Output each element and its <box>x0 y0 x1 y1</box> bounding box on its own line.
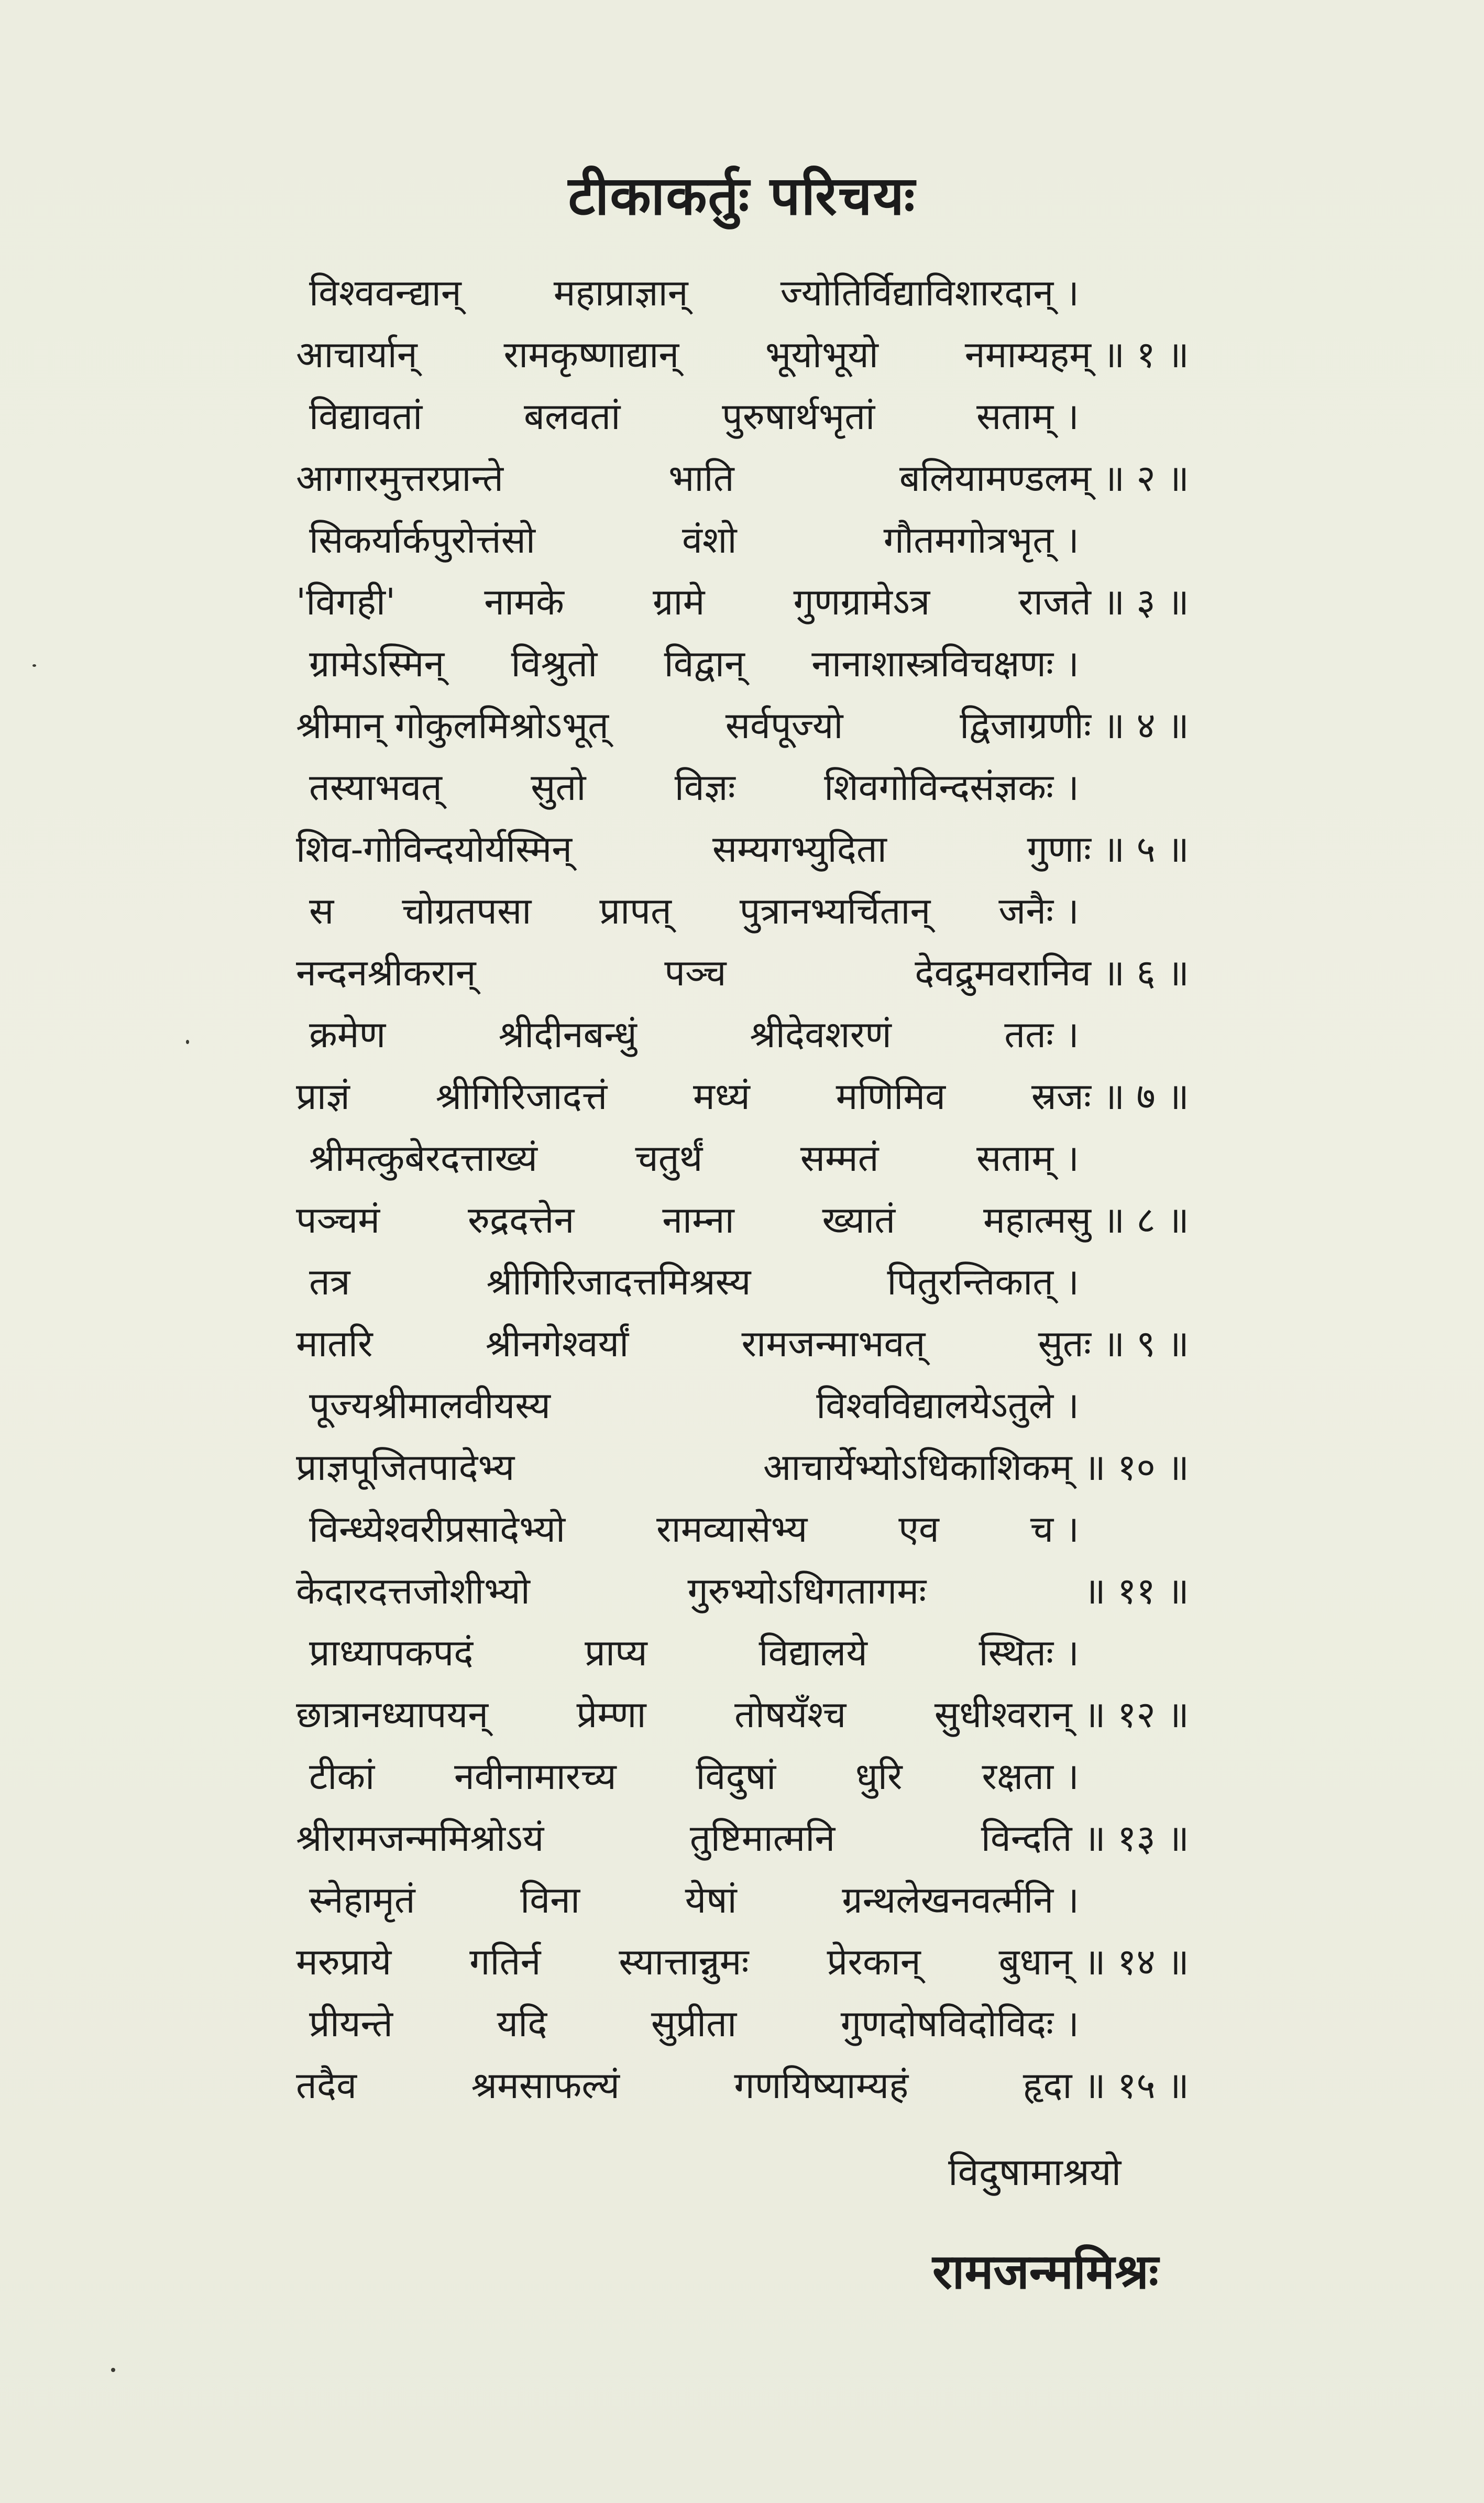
verse-word: एव <box>898 1508 939 1551</box>
verse-word: विज्ञः <box>674 766 735 809</box>
verse-word: विन्ध्येश्वरीप्रसादेभ्यो <box>309 1508 566 1551</box>
page-title: टीकाकर्तुः परिचयः <box>568 164 916 227</box>
verse-line <box>296 447 1189 509</box>
verse-word: श्रीमान् गोकुलमिश्रोऽभूत् <box>296 704 609 747</box>
verse-word: आगारमुत्तरप्रान्ते <box>296 457 503 500</box>
verse-word: रामव्यासेभ्य <box>656 1508 808 1551</box>
verse-word: द्विजाग्रणीः ॥ ४ ॥ <box>960 704 1189 747</box>
verse-line <box>296 1560 1189 1622</box>
paper-speck <box>32 664 36 667</box>
verse-word: यदि <box>497 2002 547 2045</box>
verse-word: विना <box>520 1879 580 1922</box>
verse-word: हृदा ॥ १५ ॥ <box>1023 2064 1189 2107</box>
verse-word: तोषयँश्च <box>734 1693 847 1736</box>
verse-word: जनैः । <box>998 890 1079 932</box>
verse-word: रक्षता । <box>982 1755 1079 1798</box>
verse-word: नन्दनश्रीकरान् <box>296 951 476 994</box>
verse-line <box>309 1127 1079 1189</box>
verse-word: विश्ववन्द्यान् <box>309 271 461 314</box>
verse-line <box>296 1313 1189 1375</box>
verse-word: च । <box>1030 1508 1079 1551</box>
verse-line <box>309 1498 1079 1560</box>
verse-line <box>309 262 1079 324</box>
verse-word: श्रीरामजन्ममिश्रोऽयं <box>296 1817 544 1860</box>
verse-word: गुणग्रामेऽत्र <box>793 580 930 623</box>
verse-word: बलियामण्डलम् ॥ २ ॥ <box>899 457 1189 500</box>
verse-line <box>309 1869 1079 1931</box>
verse-line <box>296 818 1189 880</box>
verse-word: नानाशास्त्रविचक्षणः । <box>811 642 1079 685</box>
verse-word: मरुप्राये <box>296 1940 392 1983</box>
verse-line <box>309 1004 1079 1066</box>
verse-word: रामकृष्णाद्यान् <box>503 333 679 376</box>
verse-word: तुष्टिमात्मनि <box>689 1817 836 1860</box>
verse-word: प्राध्यापकपदं <box>309 1631 474 1674</box>
verse-word: विद्वान् <box>664 642 745 685</box>
verse-word: चतुर्थं <box>635 1137 703 1180</box>
verse-word: श्रीदेवशरणं <box>750 1013 892 1056</box>
paper-speck <box>186 1040 189 1044</box>
verse-line <box>296 2055 1189 2116</box>
verse-word: सुधीश्वरान् ॥ १२ ॥ <box>934 1693 1189 1736</box>
verse-word: सताम् । <box>976 395 1079 438</box>
verse-word: 'विगही' <box>296 580 396 623</box>
verse-line <box>296 1807 1189 1869</box>
verse-line <box>296 1436 1189 1498</box>
verse-word: नाम्ना <box>662 1199 734 1242</box>
verse-word: सिकर्यार्कपुरोत्तंसो <box>309 519 536 562</box>
verse-word: विश्रुतो <box>511 642 598 685</box>
verse-line <box>296 1684 1189 1745</box>
paper-speck <box>111 2368 115 2372</box>
verse-word: रामजन्माभवत् <box>741 1322 926 1365</box>
verse-line <box>309 633 1079 695</box>
verse-word: गुरुभ्योऽधिगतागमः <box>687 1569 927 1612</box>
verse-word: श्रीगिरिजादत्तं <box>435 1075 608 1118</box>
verse-word: विद्यालये <box>759 1631 867 1674</box>
verse-word: श्रीदीनबन्धुं <box>498 1013 637 1056</box>
verse-line <box>309 1745 1079 1807</box>
verse-word: स्थितः । <box>979 1631 1079 1674</box>
verse-word: सुतः ॥ ९ ॥ <box>1038 1322 1189 1365</box>
verse-word: सताम् । <box>976 1137 1079 1180</box>
verse-word: सुप्रीता <box>651 2002 737 2045</box>
verse-word: सुतो <box>531 766 586 809</box>
verse-word: केदारदत्तजोशीभ्यो <box>296 1569 530 1612</box>
verse-word: राजते ॥ ३ ॥ <box>1018 580 1189 623</box>
verse-word: श्रीमत्कुबेरदत्ताख्यं <box>309 1137 538 1180</box>
verse-word: तत्र <box>309 1260 350 1303</box>
verse-word: ग्रन्थलेखनवर्त्मनि । <box>842 1879 1079 1922</box>
verse-line <box>309 1993 1079 2055</box>
verse-line <box>296 695 1189 756</box>
verse-word: भाति <box>668 457 734 500</box>
verse-word: तदैव <box>296 2064 357 2107</box>
verse-word: गतिर्न <box>469 1940 541 1983</box>
verse-word: प्रेम्णा <box>576 1693 646 1736</box>
verse-word: गुणदोषविदोविदः । <box>840 2002 1079 2045</box>
verse-word: रुद्रदत्तेन <box>467 1199 575 1242</box>
verse-line <box>309 1251 1079 1313</box>
verse-line <box>309 756 1079 818</box>
verse-word: विदुषां <box>696 1755 776 1798</box>
verse-word: गौतमगोत्रभृत् । <box>883 519 1079 562</box>
verse-word: पुरुषार्थभृतां <box>722 395 875 438</box>
verse-word: ॥ ११ ॥ <box>1083 1569 1189 1612</box>
verse-word: आचार्यान् <box>296 333 417 376</box>
verse-word: ज्योतिर्विद्याविशारदान् । <box>780 271 1079 314</box>
verse-word: टीकां <box>309 1755 375 1798</box>
verse-word: पितुरन्तिकात् । <box>887 1260 1079 1303</box>
verse-word: गुणाः ॥ ५ ॥ <box>1027 828 1189 871</box>
verse-word: प्रापत् <box>599 890 672 932</box>
verse-word: सर्वपूज्यो <box>725 704 843 747</box>
verse-word: भूयोभूयो <box>765 333 878 376</box>
verse-word: पञ्चमं <box>296 1199 380 1242</box>
verse-word: क्रमेण <box>309 1013 386 1056</box>
verse-word: पुत्रानभ्यर्चितान् <box>739 890 931 932</box>
verse-block <box>296 262 1202 2116</box>
verse-line <box>296 942 1189 1004</box>
verse-word: मातरि <box>296 1322 373 1365</box>
verse-word: शिवगोविन्दसंज्ञकः । <box>824 766 1079 809</box>
verse-word: नामके <box>484 580 564 623</box>
verse-word: प्रीयन्ते <box>309 2002 393 2045</box>
verse-word: श्रीगिरिजादत्तमिश्रस्य <box>486 1260 751 1303</box>
verse-word: चोग्रतपसा <box>402 890 532 932</box>
verse-word: स <box>309 890 334 932</box>
verse-word: ख्यातं <box>822 1199 896 1242</box>
verse-word: महाप्राज्ञान् <box>553 271 688 314</box>
verse-line <box>296 324 1189 386</box>
verse-word: श्रमसाफल्यं <box>471 2064 620 2107</box>
verse-word: पञ्च <box>664 951 727 994</box>
verse-word: बलवतां <box>523 395 621 438</box>
verse-line <box>309 1375 1079 1436</box>
verse-word: गणयिष्याम्यहं <box>734 2064 909 2107</box>
verse-word: धुरि <box>855 1755 903 1798</box>
verse-word: स्रजः ॥ ७ ॥ <box>1031 1075 1189 1118</box>
verse-word: येषां <box>685 1879 737 1922</box>
verse-line <box>296 1189 1189 1251</box>
verse-word: प्राप्य <box>585 1631 647 1674</box>
verse-word: मणिमिव <box>836 1075 946 1118</box>
verse-word: प्राज्ञं <box>296 1075 350 1118</box>
verse-word: नमाम्यहम् ॥ १ ॥ <box>964 333 1189 376</box>
verse-line <box>296 1066 1189 1127</box>
verse-line <box>309 880 1079 942</box>
verse-word: विन्दति ॥ १३ ॥ <box>981 1817 1189 1860</box>
verse-word: सम्यगभ्युदिता <box>712 828 887 871</box>
verse-word: प्रेरकान् <box>827 1940 921 1983</box>
verse-line <box>309 509 1079 571</box>
verse-word: सम्मतं <box>800 1137 879 1180</box>
verse-word: आचार्येभ्योऽधिकाशिकम् ॥ १० ॥ <box>763 1446 1189 1489</box>
verse-word: देवद्रुमवरानिव ॥ ६ ॥ <box>915 951 1189 994</box>
verse-line <box>296 1931 1189 1993</box>
verse-word: महात्मसु ॥ ८ ॥ <box>983 1199 1189 1242</box>
verse-word: स्यात्तान्नुमः <box>619 1940 749 1983</box>
verse-word: पूज्यश्रीमालवीयस्य <box>309 1384 551 1427</box>
verse-word: प्राज्ञपूजितपादेभ्य <box>296 1446 515 1489</box>
verse-word: छात्रानध्यापयन् <box>296 1693 489 1736</box>
verse-word: वंशो <box>682 519 737 562</box>
verse-line <box>309 386 1079 447</box>
verse-word: तस्याभवत् <box>309 766 442 809</box>
signature-epithet: विदुषामाश्रयो <box>948 2150 1122 2194</box>
verse-word: श्रीनगेश्वर्यां <box>485 1322 629 1365</box>
verse-word: विश्वविद्यालयेऽतुले । <box>816 1384 1079 1427</box>
verse-word: ग्रामेऽस्मिन् <box>309 642 445 685</box>
signature-name: रामजन्ममिश्रः <box>932 2243 1159 2300</box>
verse-word: ग्रामे <box>652 580 705 623</box>
verse-word: मध्यं <box>693 1075 750 1118</box>
verse-line <box>309 1622 1079 1684</box>
verse-word: ततः । <box>1004 1013 1079 1056</box>
verse-word: स्नेहामृतं <box>309 1879 415 1922</box>
verse-word: शिव-गोविन्दयोर्यस्मिन् <box>296 828 573 871</box>
verse-word: नवीनामारच्य <box>454 1755 617 1798</box>
verse-word: बुधान् ॥ १४ ॥ <box>998 1940 1189 1983</box>
verse-word: विद्यावतां <box>309 395 423 438</box>
verse-line <box>296 571 1189 633</box>
